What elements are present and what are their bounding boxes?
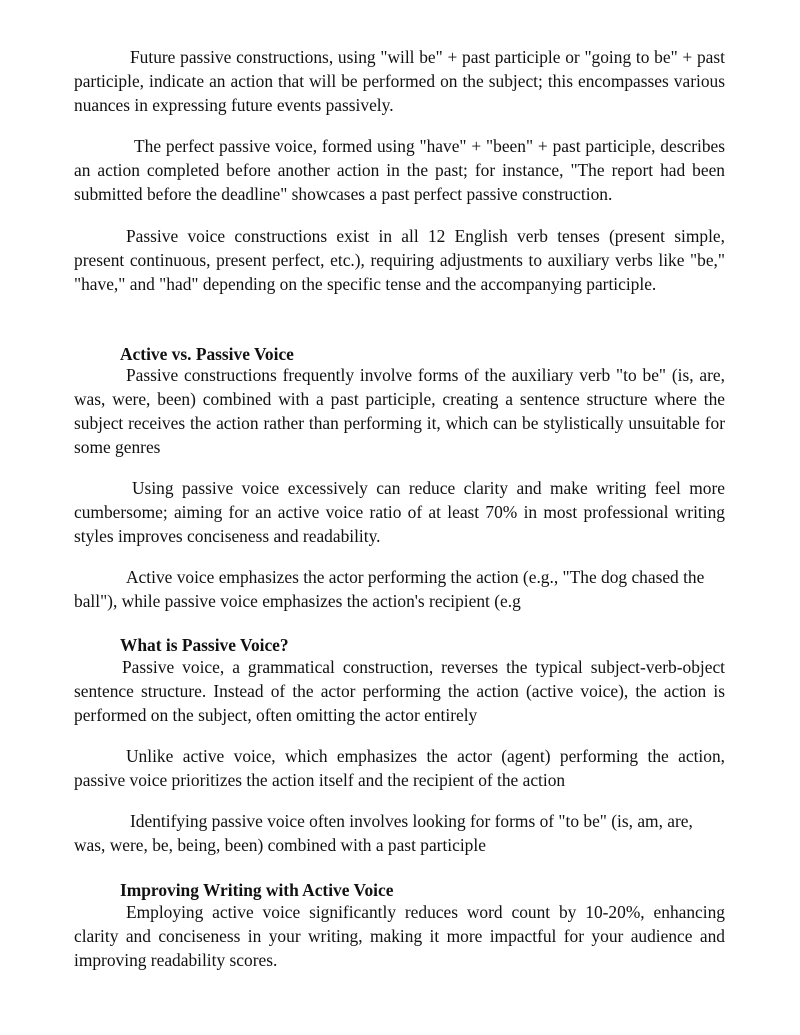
heading-what-is-passive: What is Passive Voice?: [120, 635, 289, 655]
heading-improving-writing: Improving Writing with Active Voice: [120, 880, 394, 900]
paragraph-definition: Passive voice, a grammatical construction, reverses the typical subject-verb-object sentence structure. Instead of the actor performing the action (active voice), the action is performed on the subject, often omitting the actor entirely: [74, 657, 725, 725]
paragraph-auxiliary-to-be: Passive constructions frequently involve forms of the auxiliary verb "to be" (is, are, was, were, been) combined with a past participle, creating a sentence structure where the subject receives the action rather than performing it, which can be stylistically unsuitable for some genres: [74, 365, 725, 457]
paragraph-active-ratio: Using passive voice excessively can reduce clarity and make writing feel more cumbersome; aiming for an active voice ratio of at least 70% in most professional writing styles improves conciseness and readability.: [74, 478, 725, 546]
paragraph-identifying: Identifying passive voice often involves looking for forms of "to be" (is, am, are, was, were, be, being, been) combined with a past participle: [74, 811, 693, 855]
paragraph-perfect-passive: The perfect passive voice, formed using "have" + "been" + past participle, describes an action completed before another action in the past; for instance, "The report had been submitted before the deadline" showcases a past perfect passive construction.: [74, 136, 725, 204]
paragraph-word-count: Employing active voice significantly reduces word count by 10-20%, enhancing clarity and conciseness in your writing, making it more impactful for your audience and improving readability scores.: [74, 902, 725, 970]
heading-active-vs-passive: Active vs. Passive Voice: [120, 344, 294, 364]
paragraph-unlike-active: Unlike active voice, which emphasizes the actor (agent) performing the action, passive voice prioritizes the action itself and the recipient of the action: [74, 746, 725, 790]
paragraph-emphasis: Active voice emphasizes the actor performing the action (e.g., "The dog chased the ball"), while passive voice emphasizes the action's recipient (e.g: [74, 567, 705, 611]
paragraph-future-passive: Future passive constructions, using "will be" + past participle or "going to be" + past participle, indicate an action that will be performed on the subject; this encompasses various nuances in expressing future events passively.: [74, 47, 725, 115]
paragraph-verb-tenses: Passive voice constructions exist in all 12 English verb tenses (present simple, present continuous, present perfect, etc.), requiring adjustments to auxiliary verbs like "be," "have," and "had" depending on the specific tense and the accompanying participle.: [74, 226, 725, 294]
